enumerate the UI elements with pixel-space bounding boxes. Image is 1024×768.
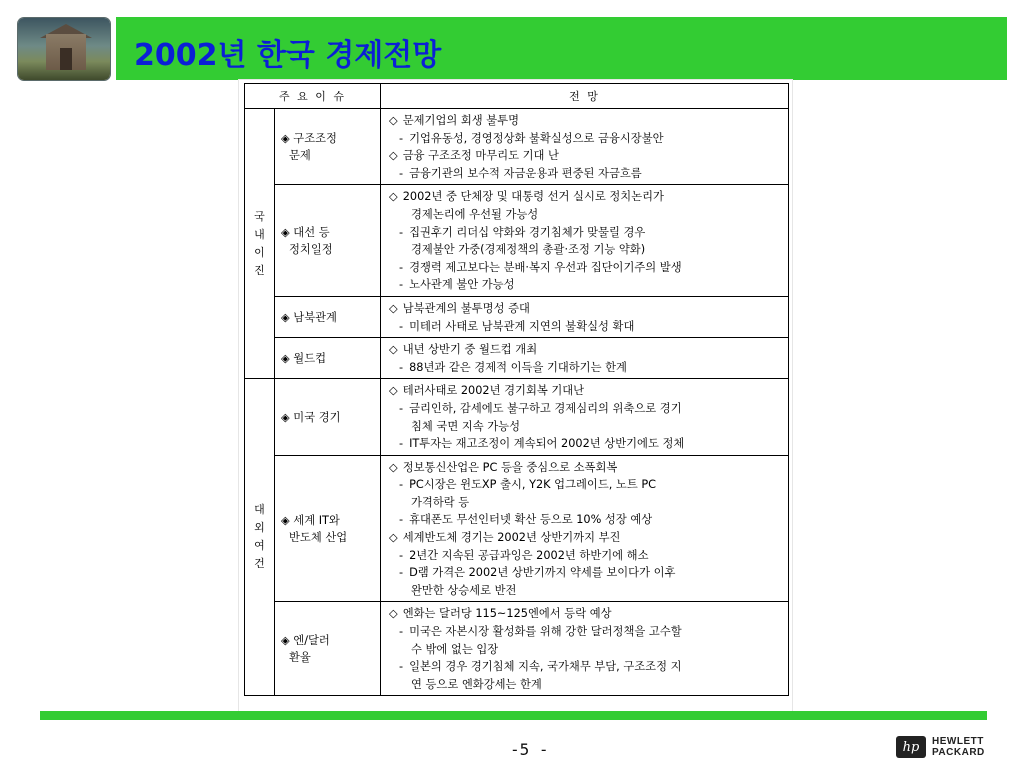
outlook-line	[389, 341, 784, 359]
dash-bullet: -	[399, 513, 404, 527]
outlook-text: 집권후기 리더십 약화와 경기침체가 맞물릴 경우	[409, 225, 646, 239]
table-row	[245, 185, 789, 297]
region-char: 외	[254, 521, 265, 535]
outlook-text: 노사관계 불안 가능성	[409, 278, 515, 292]
outlook-line	[389, 582, 784, 600]
outlook-line	[389, 300, 784, 318]
dash-bullet: -	[399, 566, 404, 580]
region-char: 진	[254, 263, 265, 277]
issue-label: 환율	[289, 650, 311, 664]
outlook-text: 수 밖에 없는 입장	[411, 642, 499, 656]
outlook-text: 테러사태로 2002년 경기회복 기대난	[402, 384, 585, 398]
diamond-bullet-icon: ◇	[389, 607, 398, 621]
diamond-bullet-icon: ◇	[389, 149, 398, 163]
outlook-text: 내년 상반기 중 월드컵 개최	[402, 343, 538, 357]
dash-bullet: -	[399, 225, 404, 239]
outlook-line	[389, 435, 784, 453]
region-char: 내	[254, 227, 265, 241]
outlook-text: 문제기업의 회생 불투명	[402, 114, 520, 127]
outlook-line	[389, 564, 784, 582]
issue-cell	[275, 602, 381, 696]
outlook-text: 2년간 지속된 공급과잉은 2002년 하반기에 해소	[409, 548, 649, 562]
hp-wordmark	[932, 736, 985, 758]
issue-cell	[275, 296, 381, 337]
region-char: 국	[254, 209, 265, 223]
issue-label: ◈ 월드컵	[281, 351, 327, 365]
outlook-text: 경제논리에 우선될 가능성	[411, 207, 539, 221]
dash-bullet: -	[399, 625, 404, 639]
hp-logo	[896, 733, 1012, 761]
outlook-line	[389, 529, 784, 547]
region-cell	[245, 379, 275, 696]
footer-bar	[40, 711, 987, 720]
issue-label: ◈ 엔/달러	[281, 633, 330, 647]
issue-label: 반도체 산업	[289, 530, 348, 544]
diamond-bullet-icon: ◇	[389, 301, 398, 315]
table-body	[245, 109, 789, 696]
outlook-cell	[381, 185, 789, 297]
issue-label: ◈ 세계 IT와	[281, 513, 340, 527]
outlook-text: 침체 국면 지속 가능성	[411, 419, 520, 433]
outlook-text: 경쟁력 제고보다는 분배·복지 우선과 집단이기주의 발생	[409, 260, 682, 274]
dash-bullet: -	[399, 548, 404, 562]
region-char: 건	[254, 557, 265, 571]
outlook-line	[389, 400, 784, 418]
diamond-bullet-icon: ◇	[389, 343, 398, 357]
table-header-row	[245, 84, 789, 109]
outlook-line	[389, 224, 784, 242]
outlook-text: 금융기관의 보수적 자금운용과 편중된 자금흐름	[409, 166, 642, 180]
hp-wordmark-line1: HEWLETT	[932, 736, 984, 747]
page-number: -5 -	[510, 740, 549, 759]
outlook-text: 2002년 중 단체장 및 대통령 선거 실시로 정치논리가	[402, 190, 664, 204]
outlook-text: 남북관계의 불투명성 증대	[402, 301, 530, 315]
page-title: 2002년 한국 경제전망	[134, 38, 442, 73]
header-issues: 주 요 이 슈	[245, 84, 381, 109]
issue-cell	[275, 455, 381, 602]
outlook-line	[389, 359, 784, 377]
outlook-line	[389, 418, 784, 436]
outlook-text: 금리인하, 감세에도 불구하고 경제심리의 위축으로 경기	[409, 401, 682, 415]
outlook-text: 완만한 상승세로 반전	[411, 583, 517, 597]
table-row	[245, 109, 789, 185]
region-char: 여	[254, 539, 265, 553]
outlook-line	[389, 658, 784, 676]
diamond-bullet-icon: ◇	[389, 190, 398, 204]
outlook-text: 가격하락 등	[411, 495, 470, 509]
dash-bullet: -	[399, 278, 404, 292]
dash-bullet: -	[399, 360, 404, 374]
outlook-line	[389, 605, 784, 623]
dash-bullet: -	[399, 401, 404, 415]
region-char: 대	[254, 503, 265, 517]
table-row	[245, 296, 789, 337]
diamond-bullet-icon: ◇	[389, 114, 398, 127]
outlook-cell	[381, 379, 789, 455]
dash-bullet: -	[399, 319, 404, 333]
outlook-text: IT투자는 재고조정이 계속되어 2002년 상반기에도 정체	[409, 437, 685, 451]
outlook-text: 엔화는 달러당 115~125엔에서 등락 예상	[402, 607, 612, 621]
outlook-line	[389, 641, 784, 659]
table-row	[245, 338, 789, 379]
dash-bullet: -	[399, 166, 404, 180]
diamond-bullet-icon: ◇	[389, 460, 398, 474]
issue-label: ◈ 대선 등	[281, 225, 330, 239]
table-row	[245, 455, 789, 602]
outlook-line	[389, 130, 784, 148]
dash-bullet: -	[399, 478, 404, 492]
issue-cell	[275, 109, 381, 185]
issue-cell	[275, 338, 381, 379]
issue-label: 문제	[289, 148, 311, 162]
issue-label: 정치일정	[289, 242, 333, 256]
outlook-table	[244, 83, 789, 696]
outlook-cell	[381, 109, 789, 185]
outlook-line	[389, 241, 784, 259]
outlook-text: 금융 구조조정 마무리도 기대 난	[402, 149, 559, 163]
outlook-text: 세계반도체 경기는 2002년 상반기까지 부진	[402, 531, 621, 545]
issue-label: ◈ 구조조정	[281, 131, 337, 145]
outlook-line	[389, 623, 784, 641]
hp-emblem-icon: hp	[896, 736, 926, 758]
outlook-line	[389, 276, 784, 294]
issue-label: ◈ 남북관계	[281, 310, 337, 324]
dash-bullet: -	[399, 660, 404, 674]
dash-bullet: -	[399, 437, 404, 451]
issue-cell	[275, 379, 381, 455]
diamond-bullet-icon: ◇	[389, 384, 398, 398]
outlook-text: 미테러 사태로 남북관계 지연의 불확실성 확대	[409, 319, 635, 333]
outlook-text: 88년과 같은 경제적 이득을 기대하기는 한계	[409, 360, 627, 374]
outlook-line	[389, 165, 784, 183]
outlook-text: D램 가격은 2002년 상반기까지 약세를 보이다가 이후	[409, 566, 676, 580]
outlook-line	[389, 494, 784, 512]
outlook-line	[389, 318, 784, 336]
outlook-line	[389, 459, 784, 477]
outlook-line	[389, 382, 784, 400]
header-photo	[18, 18, 110, 80]
outlook-text: 휴대폰도 무선인터넷 확산 등으로 10% 성장 예상	[409, 513, 653, 527]
outlook-text: 연 등으로 엔화강세는 한계	[411, 677, 542, 691]
region-cell	[245, 109, 275, 379]
outlook-text: 미국은 자본시장 활성화를 위해 강한 달러정책을 고수할	[409, 625, 682, 639]
header-outlook: 전 망	[381, 84, 789, 109]
outlook-cell	[381, 296, 789, 337]
dash-bullet: -	[399, 260, 404, 274]
outlook-text: 경제불안 가중(경제정책의 총괄·조정 기능 약화)	[411, 243, 646, 257]
diamond-bullet-icon: ◇	[389, 531, 398, 545]
barn-door-shape	[60, 48, 72, 70]
issue-label: ◈ 미국 경기	[281, 410, 341, 424]
outlook-text: 정보통신산업은 PC 등을 중심으로 소폭회복	[402, 460, 618, 474]
outlook-line	[389, 259, 784, 277]
outlook-text: 기업유동성, 경영정상화 불확실성으로 금융시장불안	[409, 131, 664, 145]
outlook-line	[389, 147, 784, 165]
table-row	[245, 379, 789, 455]
outlook-text: 일본의 경우 경기침체 지속, 국가채무 부담, 구조조정 지	[409, 660, 682, 674]
outlook-text: PC시장은 윈도XP 출시, Y2K 업그레이드, 노트 PC	[409, 478, 657, 492]
outlook-cell	[381, 455, 789, 602]
outlook-line	[389, 112, 784, 130]
hp-wordmark-line2: PACKARD	[932, 747, 985, 758]
outlook-line	[389, 206, 784, 224]
dash-bullet: -	[399, 131, 404, 145]
outlook-line	[389, 511, 784, 529]
outlook-line	[389, 676, 784, 694]
issue-cell	[275, 185, 381, 297]
table-row	[245, 602, 789, 696]
outlook-cell	[381, 338, 789, 379]
region-char: 이	[254, 245, 265, 259]
outlook-line	[389, 188, 784, 206]
outlook-line	[389, 547, 784, 565]
outlook-line	[389, 476, 784, 494]
outlook-cell	[381, 602, 789, 696]
